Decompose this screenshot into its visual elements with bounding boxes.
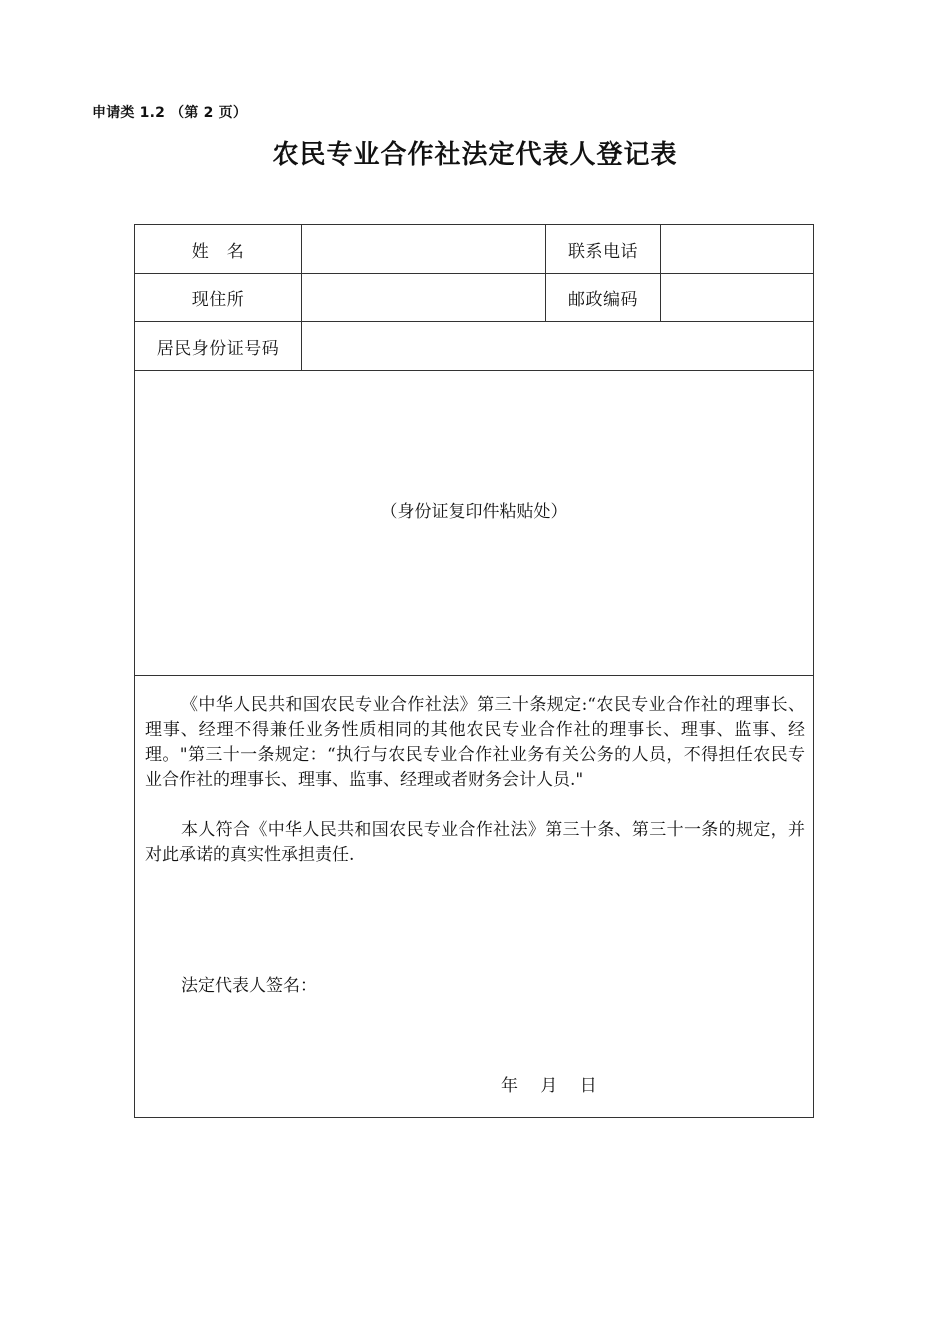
address-field[interactable] xyxy=(302,274,545,321)
id-number-label: 居民身份证号码 xyxy=(156,338,280,359)
declaration-paragraph: 本人符合《中华人民共和国农民专业合作社法》第三十条、第三十一条的规定，并对此承诺的真实性承担责任. xyxy=(145,820,805,865)
address-label: 现住所 xyxy=(191,290,245,310)
declaration-paragraph: 《中华人民共和国农民专业合作社法》第三十条规定:“农民专业合作社的理事长、理事、经理不得兼任业务性质相同的其他农民专业合作社的理事长、理事、监事、经理。"第三十一条规定：“执行与农民专业合作社业务有关公务的人员，不得担任农民专业合作社的理事长、理事、监事、经理或者财务会计人员." xyxy=(145,695,805,790)
phone-label: 联系电话 xyxy=(568,241,638,262)
date-label: 年 月 日 xyxy=(501,1076,597,1096)
id-copy-placeholder: （身份证复印件粘贴处） xyxy=(380,502,568,522)
signature-label: 法定代表人签名： xyxy=(181,976,317,996)
phone-field[interactable] xyxy=(661,225,813,273)
postcode-field[interactable] xyxy=(661,274,813,321)
registration-form-table xyxy=(134,224,814,1118)
id-copy-paste-area[interactable] xyxy=(135,371,813,676)
declaration-text xyxy=(145,693,805,868)
postcode-label: 邮政编码 xyxy=(568,290,638,310)
form-code: 申请类 1.2 （第 2 页） xyxy=(92,105,248,121)
id-number-field[interactable] xyxy=(302,322,813,370)
name-label: 姓 名 xyxy=(191,241,245,262)
page-title: 农民专业合作社法定代表人登记表 xyxy=(272,140,678,170)
name-field[interactable] xyxy=(302,225,545,273)
